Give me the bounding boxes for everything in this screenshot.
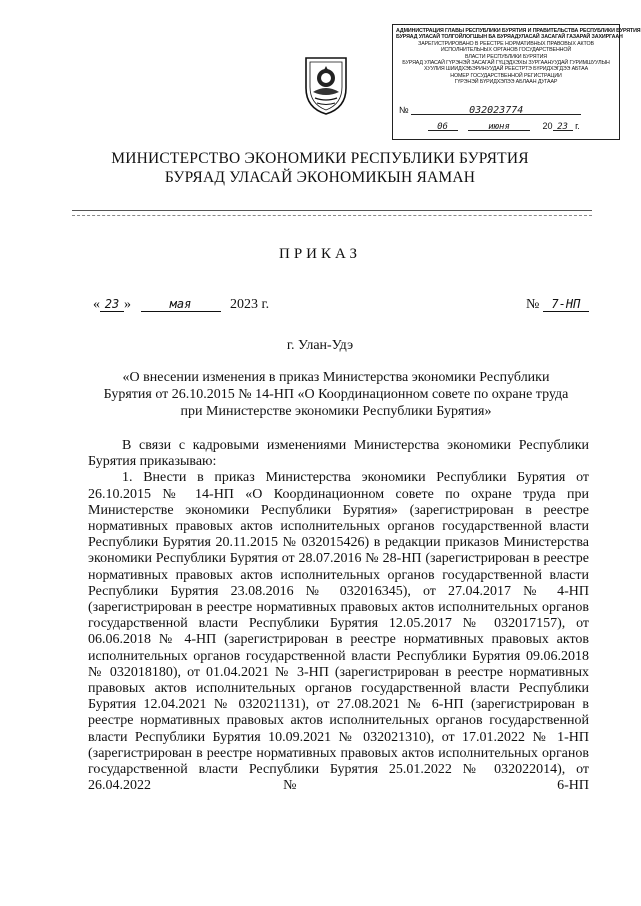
stamp-number-row: [399, 107, 613, 115]
document-title-line: при Министерстве экономики Республики Бурятия»: [180, 404, 492, 419]
body-item-1: 1. Внести в приказ Министерства экономики Республики Бурятия от 26.10.2015 № 14-НП «О Координационном совете по охране труда при Министерстве экономики Республики Бурятия» (зарегистрирован в реестре нормативных правовых актов исполнительных органов государственной власти Республики Бурятия 20.11.2015 № 032015426) в редакции приказов Министерства экономики Республики Бурятия от 28.07.2016 № 28-НП (зарегистрирован в реестре нормативных правовых актов исполнительных органов государственной власти Республики Бурятия 23.08.2016 № 032016345), от 27.04.2017 № 4-НП (зарегистрирован в реестре нормативных правовых актов исполнительных органов государственной власти Республики Бурятия 12.05.2017 № 032017157), от 06.06.2018 № 4-НП (зарегистрирован в реестре нормативных правовых актов исполнительных органов государственной власти Республики Бурятия 09.06.2018 № 032018180), от 01.04.2021 № 3-НП (зарегистрирован в реестре нормативных правовых актов исполнительных органов государственной власти Республики Бурятия 12.04.2021 № 032021131), от 27.08.2021 № 6-НП (зарегистрирован в реестре нормативных правовых актов исполнительных органов государственной власти Республики Бурятия 10.09.2021 № 032021310), от 17.01.2022 № 1-НП (зарегистрирован в реестре нормативных правовых актов исполнительных органов государственной власти Республики Бурятия 25.01.2022 № 032022014), от 26.04.2022 № 6-НП: [88, 470, 589, 794]
stamp-year-label: г.: [575, 121, 580, 131]
coat-of-arms-emblem: [303, 54, 349, 116]
date-year: 2023 г.: [230, 297, 270, 312]
header-divider: [72, 210, 592, 211]
order-number-label: №: [526, 297, 540, 312]
stamp-date-row: [399, 123, 613, 131]
registration-stamp: [392, 24, 641, 140]
date-close-quote: »: [124, 297, 131, 312]
stamp-registration-number: 032023774: [411, 108, 581, 115]
stamp-line: ИСПОЛНИТЕЛЬНЫХ ОРГАНОВ ГОСУДАРСТВЕННОЙ: [440, 47, 572, 54]
stamp-line: НОМЕР ГОСУДАРСТВЕННОЙ РЕГИСТРАЦИИ: [450, 72, 562, 79]
order-date: [93, 297, 269, 313]
stamp-year-suffix: 23: [553, 124, 573, 131]
stamp-line: АДМИНИСТРАЦИЯ ГЛАВЫ РЕСПУБЛИКИ БУРЯТИЯ И ПРАВИТЕЛЬСТВА РЕСПУБЛИКИ БУРЯТИЯ: [396, 28, 641, 34]
document-title-line: Бурятия от 26.10.2015 № 14-НП «О Координационном совете по охране труда: [103, 387, 569, 402]
document-body: [88, 438, 589, 794]
ministry-name-bua: БУРЯАД УЛАСАЙ ЭКОНОМИКЫН ЯАМАН: [164, 169, 476, 186]
date-day: 23: [100, 297, 124, 312]
stamp-month: июня: [468, 124, 530, 131]
stamp-line: ХУУЛИЯ ШИИДХЭБЭРИНУУДАЙ РЕЕСТРТЭ БҮРИДХЭГДЭЭ АБТАА: [423, 66, 589, 73]
ministry-name-ru: МИНИСТЕРСТВО ЭКОНОМИКИ РЕСПУБЛИКИ БУРЯТИЯ: [111, 150, 529, 167]
stamp-line: ГҮРЭНЭЙ БҮРИДХЭЛЭЭ АБЛААН ДУГААР: [454, 79, 558, 86]
stamp-day: 06: [428, 124, 458, 131]
date-month: мая: [141, 297, 221, 312]
order-number-value: 7-НП: [543, 297, 589, 312]
date-open-quote: «: [93, 297, 100, 312]
stamp-line: ЗАРЕГИСТРИРОВАНО В РЕЕСТРЕ НОРМАТИВНЫХ ПРАВОВЫХ АКТОВ: [418, 40, 594, 47]
stamp-line: БУРЯАД УЛАСАЙ ГҮРЭНЭЙ ЗАСАГАЙ ГҮЦЭДХЭХЫ ЗУРГААНУУДАЙ ГУРИМШУУЛЫН: [402, 60, 610, 67]
order-city: г. Улан-Удэ: [286, 338, 354, 353]
stamp-year-prefix: 20: [542, 121, 553, 131]
document-title-line: «О внесении изменения в приказ Министерства экономики Республики: [122, 370, 550, 385]
document-title: [96, 369, 576, 420]
header-divider-secondary: [72, 215, 592, 216]
body-preamble: В связи с кадровыми изменениями Министерства экономики Республики Бурятия приказываю:: [88, 438, 589, 470]
stamp-number-label: №: [399, 105, 409, 115]
stamp-line: ВЛАСТИ РЕСПУБЛИКИ БУРЯТИЯ: [464, 53, 548, 60]
order-number: [526, 297, 589, 313]
order-title: ПРИКАЗ: [279, 246, 361, 262]
stamp-line: БУРЯАД УЛАСАЙ ТОЛГОЙЛОГШЫН БА БУРЯАДУЛАСАЙ ЗАСАГАЙ ГАЗАРАЙ ЗАХИРГААН: [396, 34, 623, 41]
